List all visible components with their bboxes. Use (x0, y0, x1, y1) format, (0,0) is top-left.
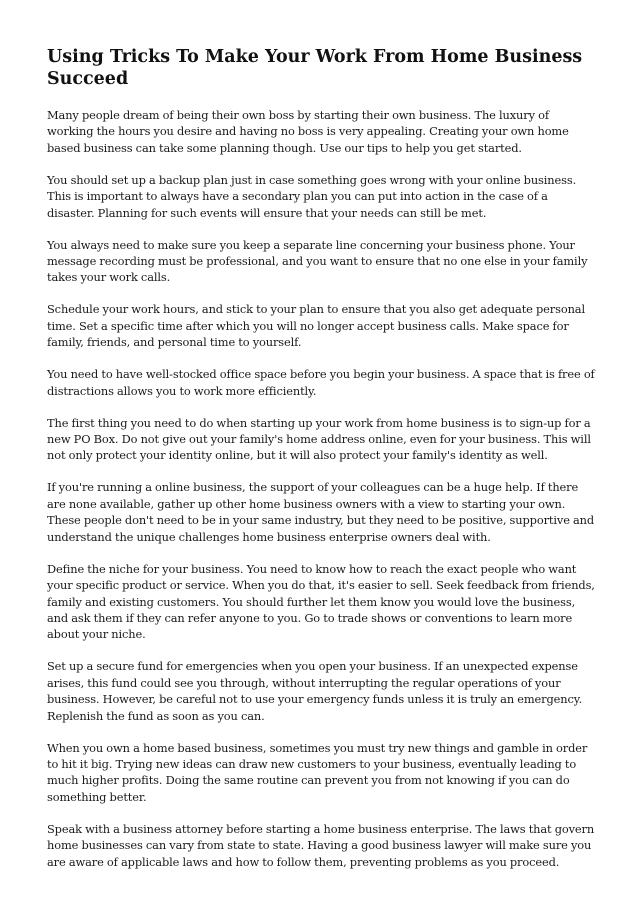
paragraph-business-attorney: Speak with a business attorney before starting a home business enterprise. The laws that govern home businesses can vary from state to state. Having a good business lawyer will make sure you are aware of applicable laws and how to follow them, preventing problems as you proceed. (47, 821, 595, 869)
paragraph-intro: Many people dream of being their own boss by starting their own business. The luxury of working the hours you desire and having no boss is very appealing. Creating your own home based business can take some planning though. Use our tips to help you get started. (47, 108, 569, 155)
document-title: Using Tricks To Make Your Work From Home Business Succeed (47, 47, 583, 89)
paragraph-try-new-things: When you own a home based business, sometimes you must try new things and gamble in order to hit it big. Trying new ideas can draw new customers to your business, eventually leading to much higher profits. Doing the same routine can prevent you from not knowing if you can do something better. (47, 740, 588, 804)
paragraph-office-space: You need to have well-stocked office space before you begin your business. A space that is free of distractions allows you to work more efficiently. (47, 367, 595, 398)
paragraph-business-phone: You always need to make sure you keep a separate line concerning your business phone. Your message recording must be professional, and you want to ensure that no one else in your family takes your work calls. (47, 237, 588, 285)
paragraph-emergency-fund: Set up a secure fund for emergencies when you open your business. If an unexpected expense arises, this fund could see you through, without interrupting the regular operations of your business. However, be careful not to use your emergency funds unless it is truly an emergency. Replenish the fund as soon as you can. (47, 659, 583, 723)
paragraph-backup-plan: You should set up a backup plan just in case something goes wrong with your online business. This is important to always have a secondary plan you can put into action in the case of a disaster. Planning for such events will ensure that your needs can still be met. (47, 172, 577, 220)
paragraph-po-box: The first thing you need to do when starting up your work from home business is to sign-up for a new PO Box. Do not give out your family's home address online, even for your business. This will not only protect your identity online, but it will also protect your family's identity as well. (47, 415, 591, 463)
paragraph-work-hours: Schedule your work hours, and stick to your plan to ensure that you also get adequate personal time. Set a specific time after which you will no longer accept business calls. Make space for family, friends, and personal time to yourself. (47, 302, 585, 350)
document-page (47, 46, 595, 886)
paragraph-define-niche: Define the niche for your business. You need to know how to reach the exact people who want your specific product or service. When you do that, it's easier to sell. Seek feedback from friends, family and existing customers. You should further let them know you would love the business, and ask them if they can refer anyone to you. Go to trade shows or conventions to learn more about your niche. (47, 561, 595, 642)
paragraph-colleague-support: If you're running a online business, the support of your colleagues can be a huge help. If there are none available, gather up other home business owners with a view to starting your own. These people don't need to be in your same industry, but they need to be positive, supportive and understand the unique challenges home business enterprise owners deal with. (47, 480, 595, 544)
